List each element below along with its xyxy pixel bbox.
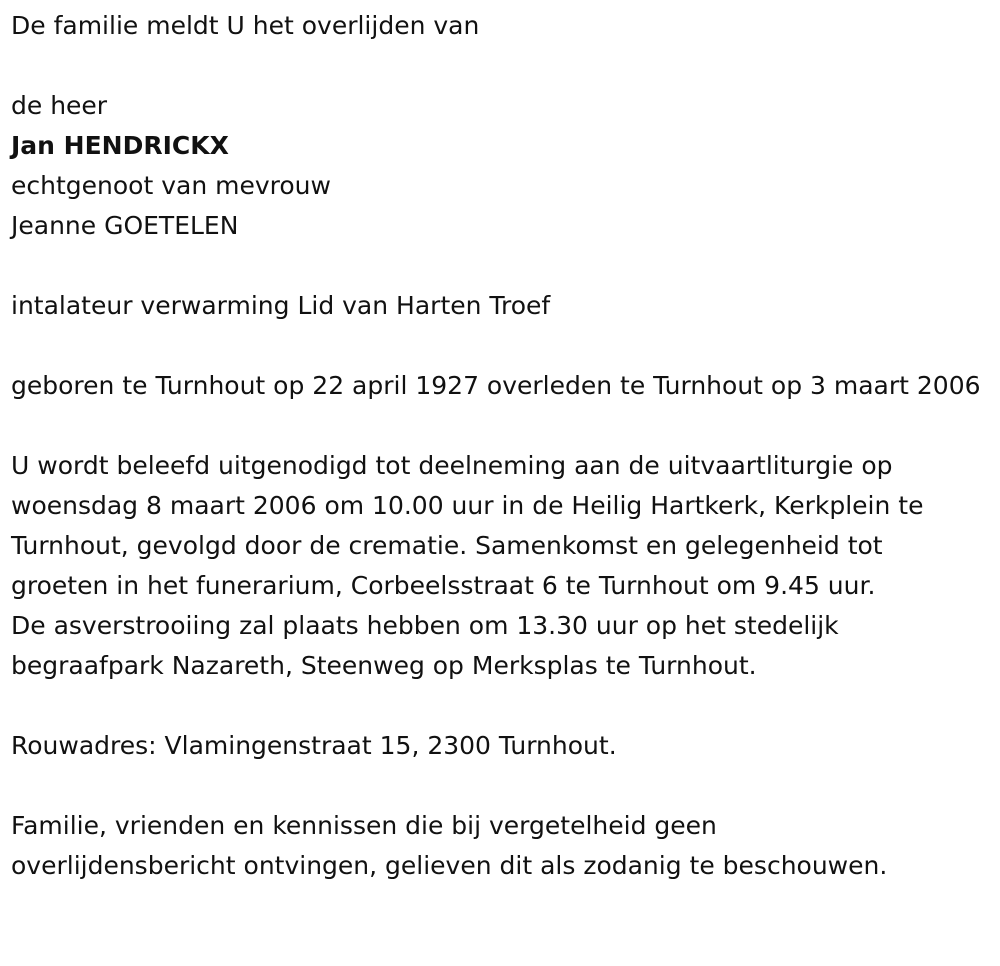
ceremony-line: U wordt beleefd uitgenodigd tot deelneming aan de uitvaartliturgie op xyxy=(11,451,893,480)
spacer xyxy=(11,766,986,806)
spouse-relation: echtgenoot van mevrouw xyxy=(11,171,331,200)
spacer xyxy=(11,406,986,446)
spacer xyxy=(11,246,986,286)
closing-note xyxy=(11,806,986,886)
ceremony-line: Turnhout, gevolgd door de crematie. Samenkomst en gelegenheid tot xyxy=(11,531,883,560)
closing-line: Familie, vrienden en kennissen die bij vergetelheid geen xyxy=(11,811,717,840)
birth-death-dates: geboren te Turnhout op 22 april 1927 overleden te Turnhout op 3 maart 2006 xyxy=(11,371,981,400)
occupation: intalateur verwarming Lid van Harten Troef xyxy=(11,291,551,320)
ceremony-line: De asverstrooiing zal plaats hebben om 13.30 uur op het stedelijk xyxy=(11,611,839,640)
ceremony-line: groeten in het funerarium, Corbeelsstraat 6 te Turnhout om 9.45 uur. xyxy=(11,571,876,600)
ceremony-line: begraafpark Nazareth, Steenweg op Merksplas te Turnhout. xyxy=(11,651,757,680)
spouse-name: Jeanne GOETELEN xyxy=(11,211,239,240)
honorific: de heer xyxy=(11,91,108,120)
ceremony-details xyxy=(11,446,986,686)
spacer xyxy=(11,326,986,366)
mourning-address: Rouwadres: Vlamingenstraat 15, 2300 Turnhout. xyxy=(11,731,617,760)
ceremony-line: woensdag 8 maart 2006 om 10.00 uur in de Heilig Hartkerk, Kerkplein te xyxy=(11,491,924,520)
death-announcement xyxy=(11,6,986,886)
spacer xyxy=(11,686,986,726)
intro-text: De familie meldt U het overlijden van xyxy=(11,11,480,40)
spacer xyxy=(11,46,986,86)
deceased-name: Jan HENDRICKX xyxy=(11,131,229,160)
closing-line: overlijdensbericht ontvingen, gelieven dit als zodanig te beschouwen. xyxy=(11,851,888,880)
